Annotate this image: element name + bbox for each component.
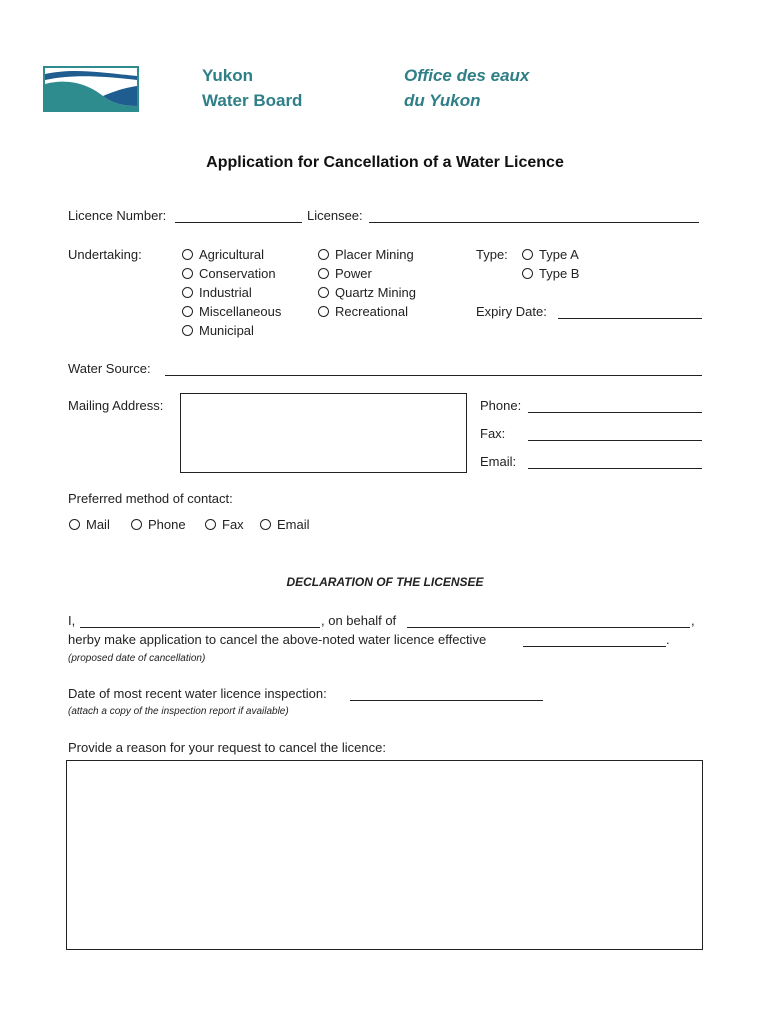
phone-field[interactable] bbox=[528, 398, 702, 413]
email-field[interactable] bbox=[528, 454, 702, 469]
inspection-date-label: Date of most recent water licence inspection: bbox=[68, 686, 327, 701]
radio-industrial[interactable] bbox=[182, 287, 193, 298]
declaration-on-behalf-label: , on behalf of bbox=[321, 613, 397, 628]
fax-field[interactable] bbox=[528, 426, 702, 441]
option-power: Power bbox=[335, 266, 372, 281]
option-quartz-mining: Quartz Mining bbox=[335, 285, 416, 300]
option-type-b: Type B bbox=[539, 266, 580, 281]
type-label: Type: bbox=[476, 247, 508, 262]
inspection-date-field[interactable] bbox=[350, 686, 543, 701]
on-behalf-of-field[interactable] bbox=[407, 613, 690, 628]
yukon-water-board-logo bbox=[43, 66, 139, 112]
option-contact-mail: Mail bbox=[86, 517, 110, 532]
preferred-contact-label: Preferred method of contact: bbox=[68, 491, 233, 506]
radio-contact-fax[interactable] bbox=[205, 519, 216, 530]
option-placer-mining: Placer Mining bbox=[335, 247, 414, 262]
cancellation-date-note: (proposed date of cancellation) bbox=[68, 653, 206, 664]
declaration-i-label: I, bbox=[68, 613, 76, 628]
option-contact-phone: Phone bbox=[148, 517, 186, 532]
option-type-a: Type A bbox=[539, 247, 579, 262]
licensee-label: Licensee: bbox=[307, 208, 363, 223]
radio-type-b[interactable] bbox=[522, 268, 533, 279]
org-name-fr-line2: du Yukon bbox=[404, 91, 481, 110]
licence-number-label: Licence Number: bbox=[68, 208, 167, 223]
org-name-en-line1: Yukon bbox=[202, 66, 254, 85]
reason-label: Provide a reason for your request to cancel the licence: bbox=[68, 740, 386, 755]
inspection-report-note: (attach a copy of the inspection report if available) bbox=[68, 706, 289, 717]
declaration-cancel-text: herby make application to cancel the above-noted water licence effective bbox=[68, 632, 487, 647]
radio-contact-email[interactable] bbox=[260, 519, 271, 530]
radio-miscellaneous[interactable] bbox=[182, 306, 193, 317]
mailing-address-label: Mailing Address: bbox=[68, 398, 164, 413]
declarant-name-field[interactable] bbox=[80, 613, 320, 628]
org-name-fr-line1: Office des eaux bbox=[404, 66, 530, 85]
radio-type-a[interactable] bbox=[522, 249, 533, 260]
option-contact-fax: Fax bbox=[222, 517, 244, 532]
mailing-address-box[interactable] bbox=[180, 393, 467, 473]
option-industrial: Industrial bbox=[199, 285, 252, 300]
option-municipal: Municipal bbox=[199, 323, 254, 338]
radio-conservation[interactable] bbox=[182, 268, 193, 279]
phone-label: Phone: bbox=[480, 398, 522, 413]
option-miscellaneous: Miscellaneous bbox=[199, 304, 282, 319]
radio-agricultural[interactable] bbox=[182, 249, 193, 260]
declaration-heading: DECLARATION OF THE LICENSEE bbox=[286, 575, 484, 589]
licensee-field[interactable] bbox=[369, 208, 699, 223]
declaration-comma: , bbox=[691, 613, 695, 628]
fax-label: Fax: bbox=[480, 426, 506, 441]
logo-graphic bbox=[43, 66, 139, 112]
radio-quartz-mining[interactable] bbox=[318, 287, 329, 298]
expiry-date-field[interactable] bbox=[558, 304, 702, 319]
option-recreational: Recreational bbox=[335, 304, 408, 319]
option-conservation: Conservation bbox=[199, 266, 276, 281]
org-name-en-line2: Water Board bbox=[202, 91, 303, 110]
form-title: Application for Cancellation of a Water Licence bbox=[206, 154, 564, 171]
reason-box[interactable] bbox=[66, 760, 703, 950]
radio-power[interactable] bbox=[318, 268, 329, 279]
expiry-date-label: Expiry Date: bbox=[476, 304, 547, 319]
radio-municipal[interactable] bbox=[182, 325, 193, 336]
declaration-period: . bbox=[666, 632, 670, 647]
option-contact-email: Email bbox=[277, 517, 310, 532]
email-label: Email: bbox=[480, 454, 517, 469]
radio-contact-phone[interactable] bbox=[131, 519, 142, 530]
cancellation-date-field[interactable] bbox=[523, 632, 666, 647]
option-agricultural: Agricultural bbox=[199, 247, 265, 262]
licence-number-field[interactable] bbox=[175, 208, 302, 223]
radio-placer-mining[interactable] bbox=[318, 249, 329, 260]
org-name-french bbox=[404, 63, 529, 113]
radio-recreational[interactable] bbox=[318, 306, 329, 317]
org-name-english bbox=[202, 63, 302, 113]
radio-contact-mail[interactable] bbox=[69, 519, 80, 530]
water-source-label: Water Source: bbox=[68, 361, 151, 376]
water-source-field[interactable] bbox=[165, 361, 702, 376]
undertaking-label: Undertaking: bbox=[68, 247, 142, 262]
